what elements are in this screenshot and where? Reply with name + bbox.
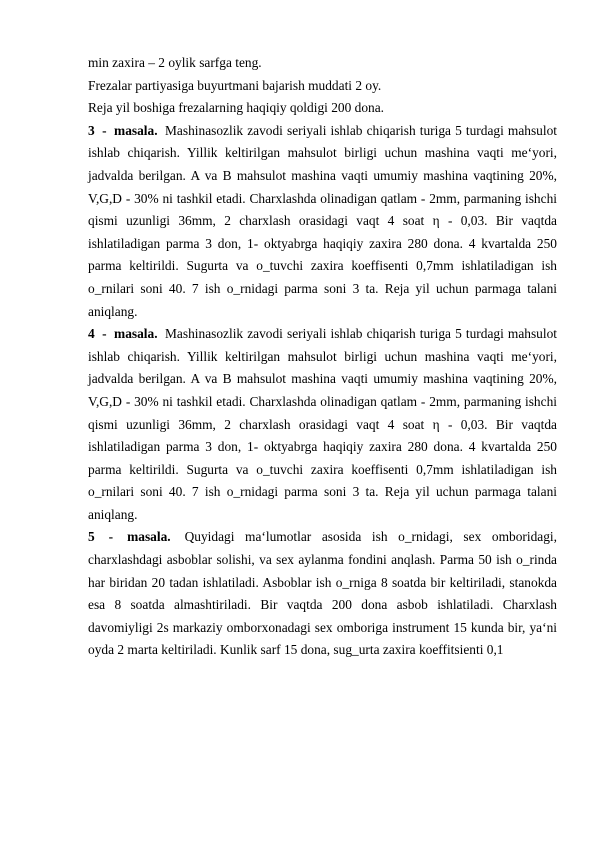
intro-line-3: Reja yil boshiga frezalarning haqiqiy qoldigi 200 dona. [88,100,385,116]
task-4-heading: 4 - masala. [88,326,166,342]
task-3-text: Mashinasozlik zavodi seriyali ishlab chiqarish turiga 5 turdagi mahsulot ishlab chiqarish. Yillik keltirilgan mahsulot birligi uchun mashina vaqti me‘yori, jadvalda berilgan. A va B mahsulot mashina vaqti umumiy mashina vaqtining 20%, V,G,D - 30% ni tashkil etadi. Charxlashda olinadigan qatlam - 2mm, parmaning ishchi qismi uzunligi 36mm, 2 charxlash orasidagi vaqt 4 soat η - 0,03. Bir vaqtda ishlatiladigan parma 3 don, 1- oktyabrga haqiqiy zaxira 280 dona. 4 kvartalda 250 parma keltirildi. Sugurta va o_tuvchi zaxira koeffisenti 0,7mm ishlatiladigan ish o_rnilari soni 40. 7 ish o_rnidagi parma soni 3 ta. Reja yil uchun parmaga talani aniqlang. [88,122,557,319]
task-5-heading: 5 - masala. [88,529,185,545]
task-3-paragraph [88,120,557,323]
intro-line-1: min zaxira – 2 oylik sarfga teng. [88,55,262,70]
task-5-text: Quyidagi ma‘lumotlar asosida ish o_rnidagi, sex omboridagi, charxlashdagi asboblar solishi, va sex aylanma fondini anqlash. Parma 50 ish o_rinda har biridan 20 tadan ishlatiladi. Asboblar ish o_rniga 8 soatda bir keltiriladi, stanokda esa 8 soatda almashtiriladi. Bir vaqtda 200 dona asbob ishlatiladi. Charxlash davomiyligi 2s markaziy omborxonadagi sex omboriga instrument 15 kunda bir, ya‘ni oyda 2 marta keltiriladi. Kunlik sarf 15 dona, sug_urta zaxira koeffitsienti 0,1 [88,529,557,658]
task-4-paragraph [88,323,557,526]
task-5-paragraph [88,526,557,662]
task-4-text: Mashinasozlik zavodi seriyali ishlab chiqarish turiga 5 turdagi mahsulot ishlab chiqarish. Yillik keltirilgan mahsulot birligi uchun mashina vaqti me‘yori, jadvalda berilgan. A va B mahsulot mashina vaqti umumiy mashina vaqtining 20%, V,G,D - 30% ni tashkil etadi. Charxlashda olinadigan qatlam - 2mm, parmaning ishchi qismi uzunligi 36mm, 2 charxlash orasidagi vaqt 4 soat η - 0,03. Bir vaqtda ishlatiladigan parma 3 don, 1- oktyabrga haqiqiy zaxira 280 dona. 4 kvartalda 250 parma keltirildi. Sugurta va o_tuvchi zaxira koeffisenti 0,7mm ishlatiladigan ish o_rnilari soni 40. 7 ish o_rnidagi parma soni 3 ta. Reja yil uchun parmaga talani aniqlang. [88,326,557,522]
task-3-heading: 3 - masala. [88,122,166,138]
intro-line-2: Frezalar partiyasiga buyurtmani bajarish muddati 2 oy. [88,77,382,93]
document-page [88,52,557,662]
